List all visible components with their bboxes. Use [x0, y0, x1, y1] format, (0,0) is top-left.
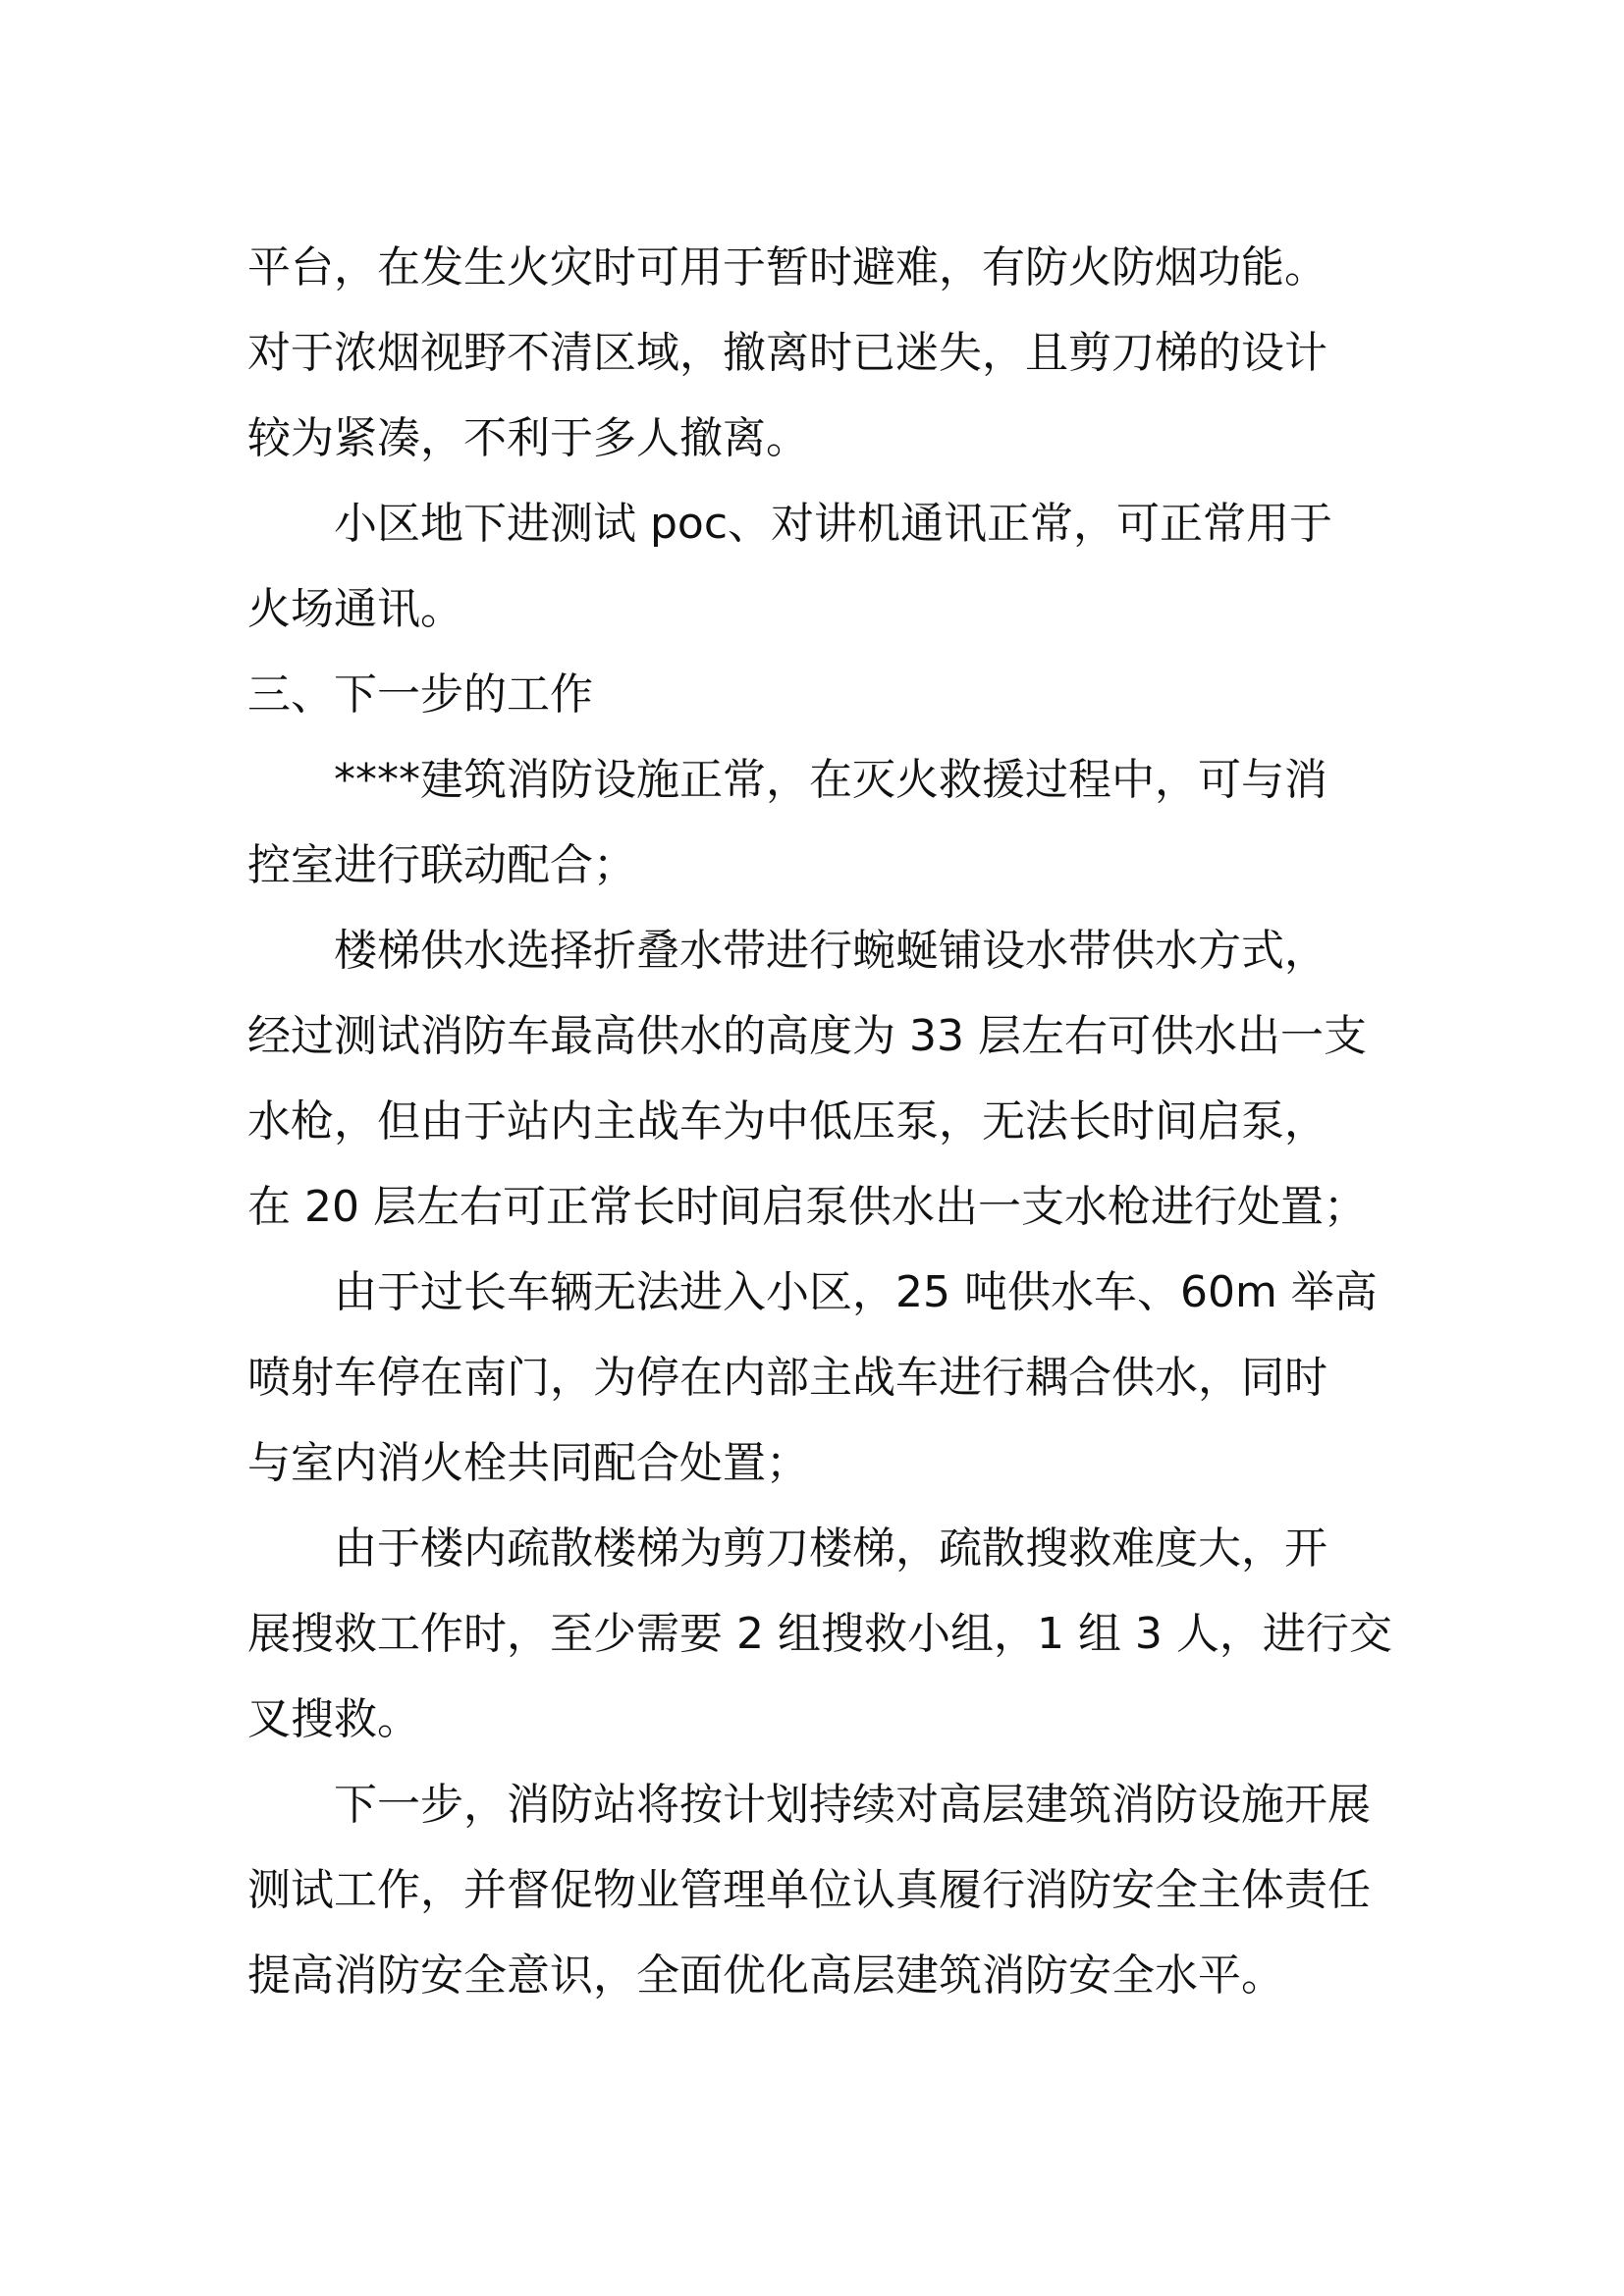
text-line: 测试工作，并督促物业管理单位认真履行消防安全主体责任 — [247, 1865, 1371, 1915]
text-line: 展搜救工作时，至少需要 2 组搜救小组，1 组 3 人，进行交 — [247, 1609, 1392, 1659]
text-line: 水枪，但由于站内主战车为中低压泵，无法长时间启泵， — [247, 1096, 1327, 1147]
paragraph-p1 — [247, 225, 1396, 481]
text-line: 叉搜救。 — [247, 1694, 420, 1744]
text-line: 较为紧凑，不利于多人撤离。 — [247, 413, 809, 463]
text-line: 在 20 层左右可正常长时间启泵供水出一支水枪进行处置； — [247, 1182, 1367, 1232]
text-line: 与室内消火栓共同配合处置； — [247, 1438, 809, 1488]
paragraph-p5 — [247, 1250, 1396, 1506]
text-line: 对于浓烟视野不清区域，撤离时已迷失，且剪刀梯的设计 — [247, 328, 1327, 378]
text-line: 下一步，消防站将按计划持续对高层建筑消防设施开展 — [334, 1780, 1371, 1830]
section-heading — [247, 652, 1396, 737]
paragraph-p3 — [247, 737, 1396, 908]
text-line: 火场通讯。 — [247, 584, 463, 634]
text-line: 控室进行联动配合； — [247, 840, 636, 890]
text-line: 经过测试消防车最高供水的高度为 33 层左右可供水出一支 — [247, 1011, 1367, 1061]
text-line: 由于过长车辆无法进入小区，25 吨供水车、60m 举高 — [334, 1267, 1378, 1317]
text-line: 平台，在发生火灾时可用于暂时避难，有防火防烟功能。 — [247, 242, 1327, 293]
text-line: 小区地下进测试 poc、对讲机通讯正常，可正常用于 — [334, 499, 1333, 549]
text-line: 由于楼内疏散楼梯为剪刀楼梯，疏散搜救难度大，开 — [334, 1523, 1327, 1574]
document-page — [247, 225, 1396, 2018]
paragraph-p4 — [247, 908, 1396, 1250]
heading-text: 三、下一步的工作 — [247, 669, 593, 720]
text-line: 楼梯供水选择折叠水带进行蜿蜒铺设水带供水方式， — [334, 926, 1327, 976]
text-line: 喷射车停在南门，为停在内部主战车进行耦合供水，同时 — [247, 1353, 1327, 1403]
text-line: 提高消防安全意识，全面优化高层建筑消防安全水平。 — [247, 1950, 1284, 2001]
text-line: ****建筑消防设施正常，在灭火救援过程中，可与消 — [334, 755, 1327, 805]
paragraph-p7 — [247, 1762, 1396, 2018]
paragraph-p2 — [247, 481, 1396, 652]
paragraph-p6 — [247, 1506, 1396, 1762]
